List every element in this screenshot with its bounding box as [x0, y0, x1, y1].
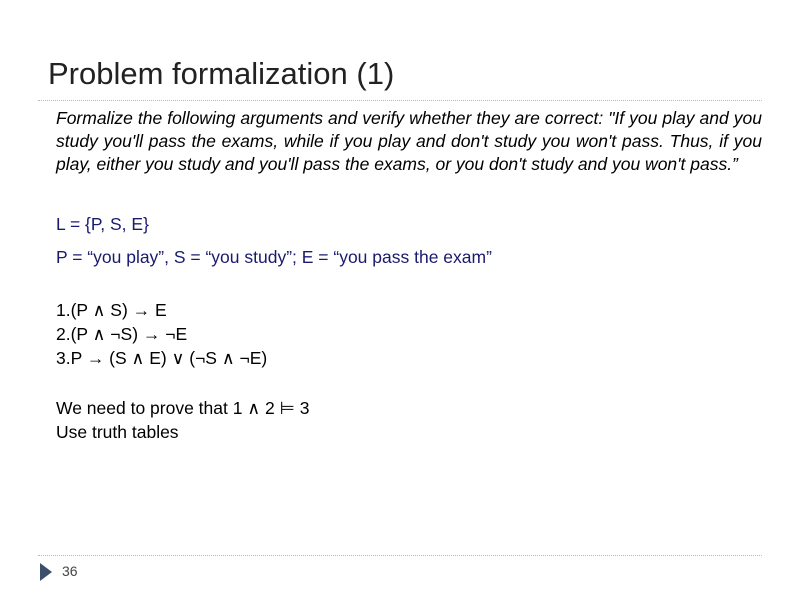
triangle-right-icon — [40, 563, 52, 581]
formula-1: 1.(P ∧ S) → E — [56, 300, 167, 320]
problem-statement: Formalize the following arguments and verify whether they are correct: "If you play and you study you'll pass the exams, while if you play and don't study you won't pass. Thus, if you play, either you study and you'll pass the exams, or you don't study and you won't pass.” — [56, 108, 762, 174]
proof-method: Use truth tables — [56, 422, 179, 442]
formula-2: 2.(P ∧ ¬S) → ¬E — [56, 324, 188, 344]
proof-goal: We need to prove that 1 ∧ 2 ⊨ 3 — [56, 398, 310, 418]
title-divider — [38, 100, 762, 101]
formula-3: 3.P → (S ∧ E) ∨ (¬S ∧ ¬E) — [56, 348, 268, 368]
language-definition: L = {P, S, E} — [56, 214, 149, 234]
symbol-definitions: P = “you play”, S = “you study”; E = “you pass the exam” — [56, 247, 492, 267]
page-number: 36 — [62, 563, 78, 579]
slide-title: Problem formalization (1) — [48, 56, 395, 91]
footer-divider — [38, 555, 762, 556]
